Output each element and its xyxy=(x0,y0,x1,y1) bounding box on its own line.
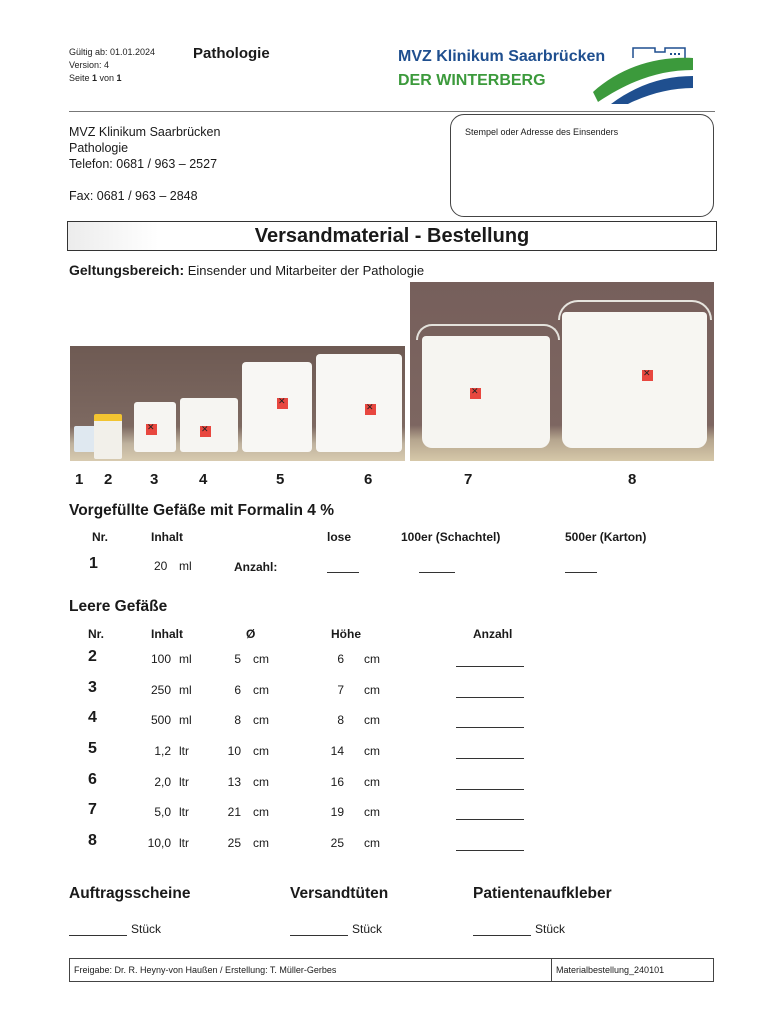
qty-lose-field[interactable] xyxy=(327,571,359,573)
row-nr: 7 xyxy=(88,801,97,818)
row-diameter: 10 xyxy=(227,744,241,758)
qty-field[interactable] xyxy=(456,665,524,667)
order-forms-unit: Stück xyxy=(131,922,162,936)
photo-number: 6 xyxy=(364,471,373,488)
row-volume-unit: ltr xyxy=(179,805,189,819)
row-nr: 8 xyxy=(88,832,97,849)
row-height-unit: cm xyxy=(364,775,380,789)
prefilled-section-title: Vorgefüllte Gefäße mit Formalin 4 % xyxy=(69,502,334,519)
scope-label: Geltungsbereich: xyxy=(69,262,185,278)
photo-number: 2 xyxy=(104,471,113,488)
version: Version: 4 xyxy=(69,60,110,70)
patient-labels-unit: Stück xyxy=(535,922,566,936)
qty-100er-field[interactable] xyxy=(419,571,455,573)
row-height-unit: cm xyxy=(364,683,380,697)
row-nr: 6 xyxy=(88,771,97,788)
photo-number: 5 xyxy=(276,471,285,488)
row-height: 19 xyxy=(330,805,344,819)
row-height-unit: cm xyxy=(364,744,380,758)
row-volume: 250 xyxy=(150,683,171,697)
logo-text-line1: MVZ Klinikum Saarbrücken xyxy=(398,48,606,65)
sender-stamp-box[interactable] xyxy=(450,114,714,217)
empty-header-anzahl: Anzahl xyxy=(473,627,513,641)
prefilled-row-value: 20 xyxy=(154,559,168,573)
row-nr: 5 xyxy=(88,740,97,757)
qty-field[interactable] xyxy=(456,818,524,820)
address-line-2: Pathologie xyxy=(69,141,129,155)
row-volume-unit: ltr xyxy=(179,836,189,850)
empty-header-diameter: Ø xyxy=(246,627,256,641)
row-height: 14 xyxy=(330,744,344,758)
patient-labels-title: Patientenaufkleber xyxy=(473,885,612,902)
row-height: 25 xyxy=(330,836,344,850)
hazard-label-icon xyxy=(277,398,288,409)
photo-number: 4 xyxy=(199,471,208,488)
containers-photo-small xyxy=(70,346,405,461)
empty-header-inhalt: Inhalt xyxy=(151,627,183,641)
order-forms-title: Auftragsscheine xyxy=(69,885,191,902)
hazard-label-icon xyxy=(642,370,653,381)
empty-header-nr: Nr. xyxy=(88,627,105,641)
row-diameter-unit: cm xyxy=(253,836,269,850)
shipping-bags-title: Versandtüten xyxy=(290,885,389,902)
photo-number: 1 xyxy=(75,471,84,488)
prefilled-row-nr: 1 xyxy=(89,555,98,572)
department-title: Pathologie xyxy=(193,45,270,62)
scope-text: Einsender und Mitarbeiter der Pathologie xyxy=(184,263,425,278)
row-diameter-unit: cm xyxy=(253,713,269,727)
shipping-bags-unit: Stück xyxy=(352,922,383,936)
order-forms-qty-field[interactable] xyxy=(69,934,127,936)
row-diameter-unit: cm xyxy=(253,652,269,666)
row-height: 6 xyxy=(337,652,344,666)
address-fax: Fax: 0681 / 963 – 2848 xyxy=(69,189,198,203)
photo-number: 3 xyxy=(150,471,159,488)
row-height-unit: cm xyxy=(364,713,380,727)
row-nr: 4 xyxy=(88,709,97,726)
row-height: 7 xyxy=(337,683,344,697)
footer-doc-id: Materialbestellung_240101 xyxy=(556,965,665,975)
prefilled-row-unit: ml xyxy=(179,559,192,573)
row-diameter: 13 xyxy=(227,775,241,789)
photo-number: 8 xyxy=(628,471,637,488)
header-divider xyxy=(69,111,715,112)
prefilled-header-nr: Nr. xyxy=(92,530,109,544)
document-footer xyxy=(69,958,714,982)
row-nr: 3 xyxy=(88,679,97,696)
row-diameter-unit: cm xyxy=(253,805,269,819)
document-meta xyxy=(69,46,155,85)
row-volume-unit: ltr xyxy=(179,744,189,758)
stamp-label: Stempel oder Adresse des Einsenders xyxy=(465,127,619,137)
footer-approval: Freigabe: Dr. R. Heyny-von Haußen / Erstellung: T. Müller-Gerbes xyxy=(74,965,337,975)
row-volume-unit: ml xyxy=(179,683,192,697)
valid-from: Gültig ab: 01.01.2024 xyxy=(69,47,156,57)
hazard-label-icon xyxy=(470,388,481,399)
address-phone: Telefon: 0681 / 963 – 2527 xyxy=(69,157,218,171)
qty-field[interactable] xyxy=(456,726,524,728)
logo-hill-icon xyxy=(593,44,693,106)
row-diameter-unit: cm xyxy=(253,775,269,789)
row-volume: 10,0 xyxy=(147,836,171,850)
lab-address xyxy=(69,124,220,204)
hazard-label-icon xyxy=(146,424,157,435)
row-volume: 100 xyxy=(150,652,171,666)
hazard-label-icon xyxy=(365,404,376,415)
empty-section-title: Leere Gefäße xyxy=(69,598,168,615)
qty-500er-field[interactable] xyxy=(565,571,597,573)
prefilled-header-lose: lose xyxy=(327,530,352,544)
row-volume: 1,2 xyxy=(154,744,171,758)
row-diameter: 21 xyxy=(227,805,241,819)
scope-line xyxy=(69,262,424,278)
hazard-label-icon xyxy=(200,426,211,437)
row-nr: 2 xyxy=(88,648,97,665)
row-volume: 2,0 xyxy=(154,775,171,789)
row-volume: 5,0 xyxy=(154,805,171,819)
qty-field[interactable] xyxy=(456,696,524,698)
row-height-unit: cm xyxy=(364,805,380,819)
row-volume-unit: ml xyxy=(179,652,192,666)
row-diameter: 8 xyxy=(234,713,241,727)
containers-photo-large xyxy=(410,282,714,461)
row-diameter-unit: cm xyxy=(253,744,269,758)
address-line-1: MVZ Klinikum Saarbrücken xyxy=(69,125,221,139)
logo-text-line2: DER WINTERBERG xyxy=(398,72,546,89)
row-diameter-unit: cm xyxy=(253,683,269,697)
row-volume: 500 xyxy=(150,713,171,727)
prefilled-header-500er: 500er (Karton) xyxy=(565,530,647,544)
row-diameter: 5 xyxy=(234,652,241,666)
row-height-unit: cm xyxy=(364,652,380,666)
empty-header-height: Höhe xyxy=(331,627,361,641)
row-volume-unit: ltr xyxy=(179,775,189,789)
page-title: Versandmaterial - Bestellung xyxy=(67,221,717,251)
prefilled-header-inhalt: Inhalt xyxy=(151,530,183,544)
row-volume-unit: ml xyxy=(179,713,192,727)
row-diameter: 6 xyxy=(234,683,241,697)
prefilled-header-100er: 100er (Schachtel) xyxy=(401,530,501,544)
prefilled-anzahl-label: Anzahl: xyxy=(234,560,278,574)
patient-labels-qty-field[interactable] xyxy=(473,934,531,936)
clinic-logo xyxy=(398,44,718,108)
row-height: 16 xyxy=(330,775,344,789)
photo-number: 7 xyxy=(464,471,473,488)
row-diameter: 25 xyxy=(227,836,241,850)
row-height: 8 xyxy=(337,713,344,727)
row-height-unit: cm xyxy=(364,836,380,850)
qty-field[interactable] xyxy=(456,788,524,790)
qty-field[interactable] xyxy=(456,757,524,759)
qty-field[interactable] xyxy=(456,849,524,851)
shipping-bags-qty-field[interactable] xyxy=(290,934,348,936)
page-count: Seite 1 von 1 xyxy=(69,73,122,83)
